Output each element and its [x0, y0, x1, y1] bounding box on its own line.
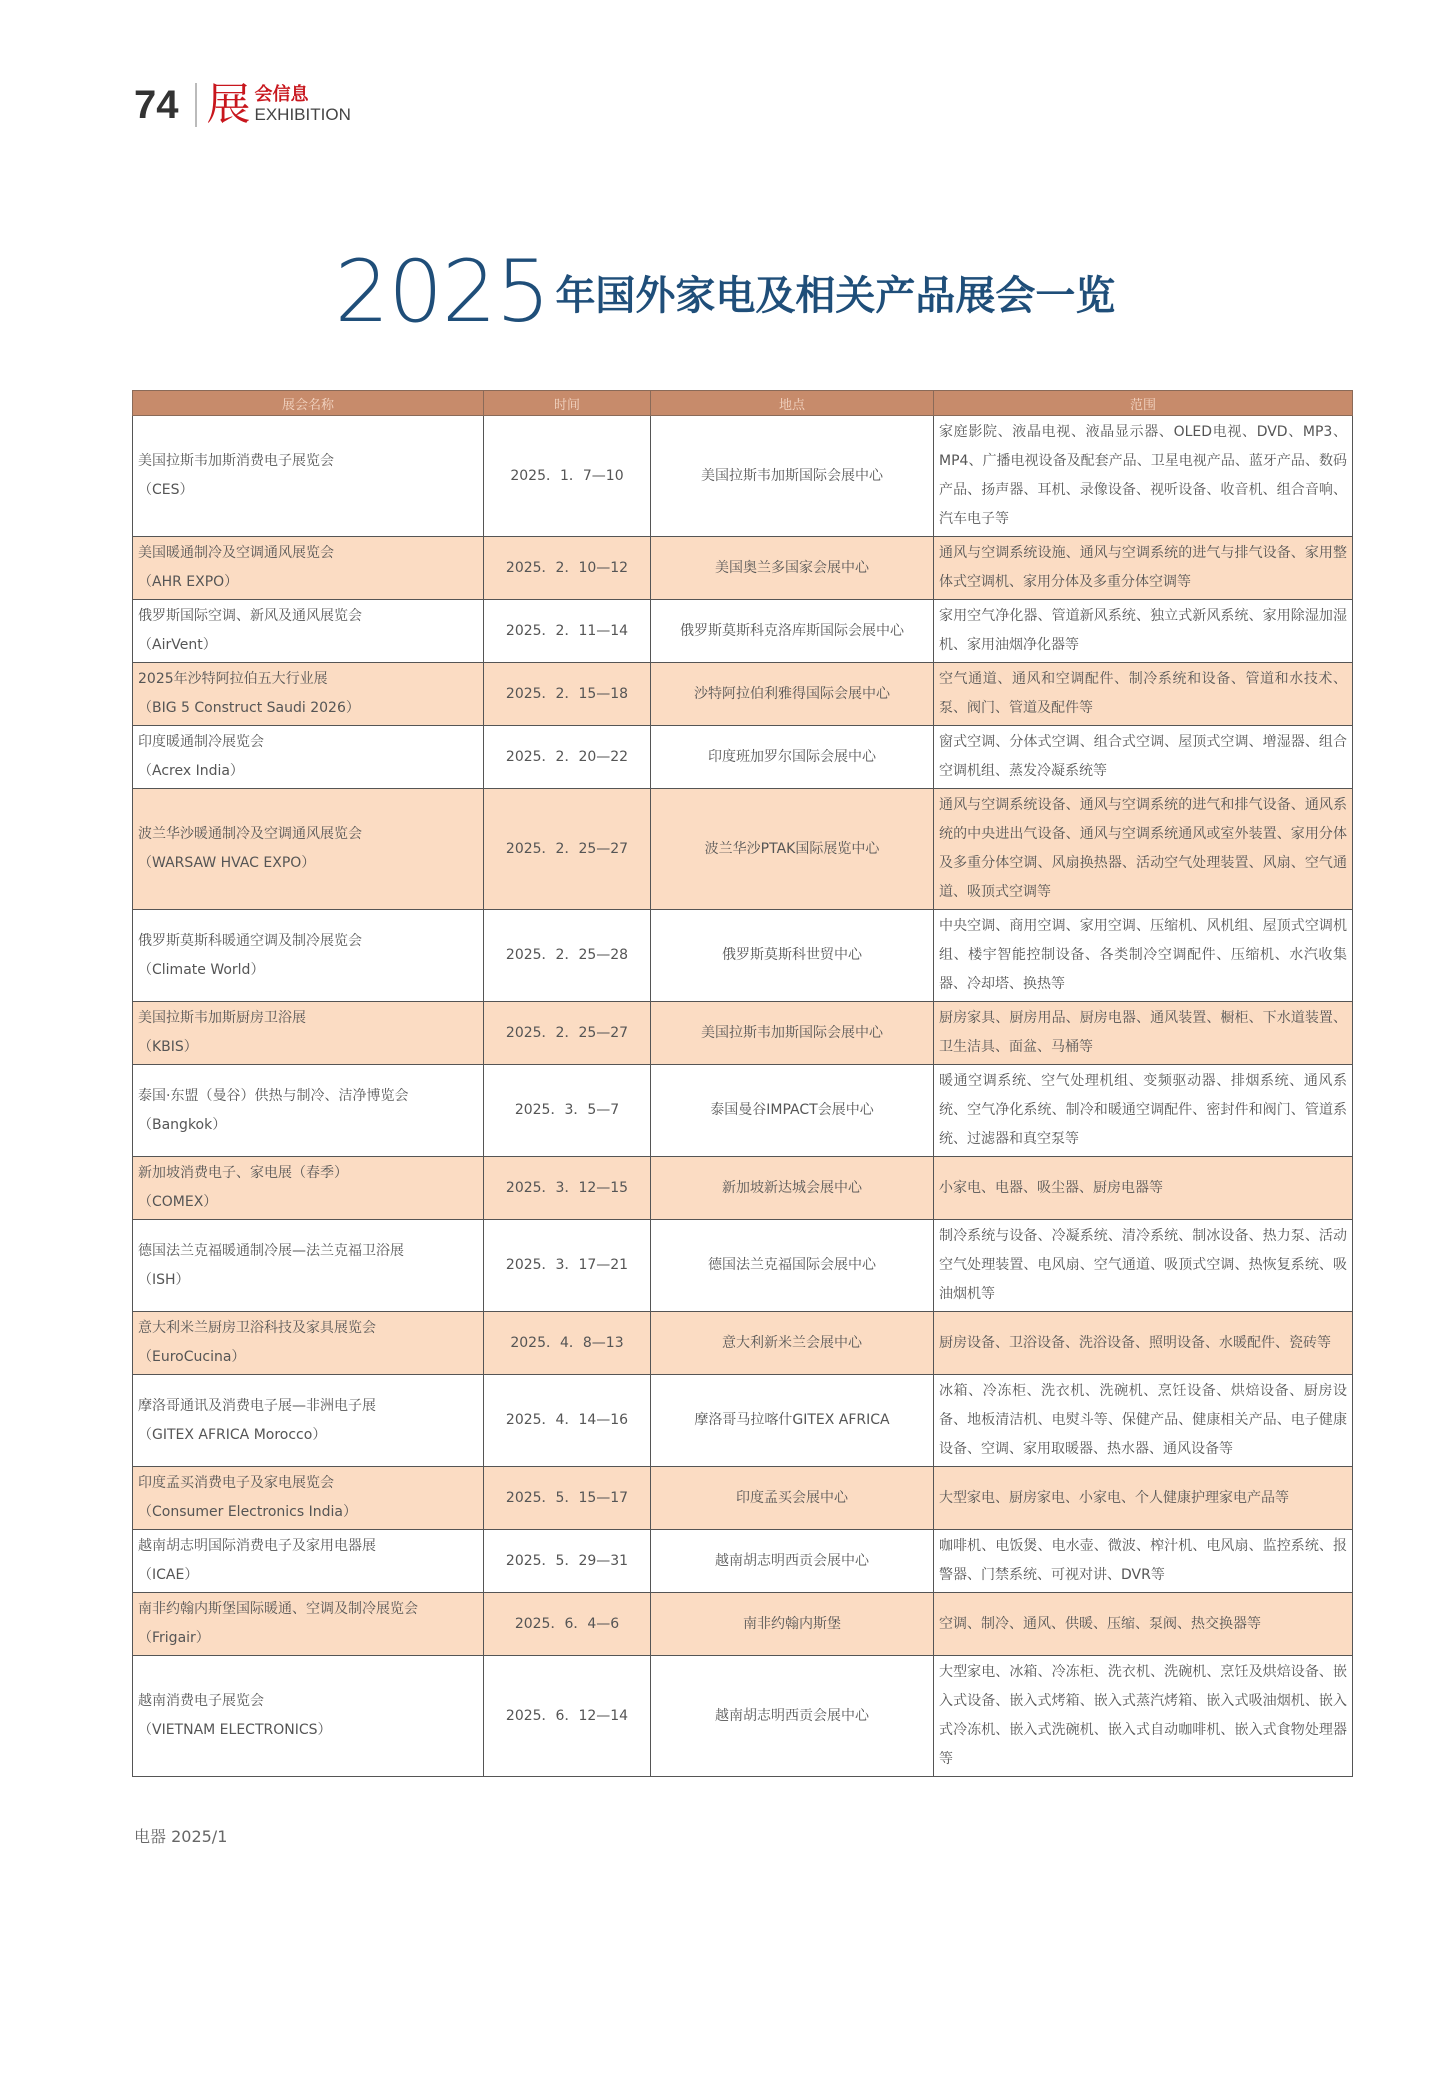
cell-time: 2025．2．10—12: [484, 537, 651, 600]
cell-time: 2025．5．29—31: [484, 1530, 651, 1593]
exhibition-name: 泰国·东盟（曼谷）供热与制冷、洁净博览会: [138, 1087, 409, 1104]
cell-exhibition-name: [133, 1065, 484, 1157]
exhibition-name: 俄罗斯莫斯科暖通空调及制冷展览会: [138, 932, 362, 949]
cell-range: 空调、制冷、通风、供暖、压缩、泵阀、热交换器等: [934, 1593, 1353, 1656]
cell-range: 大型家电、厨房家电、小家电、个人健康护理家电产品等: [934, 1467, 1353, 1530]
cell-range: 制冷系统与设备、冷凝系统、清冷系统、制冰设备、热力泵、活动空气处理装置、电风扇、空气通道、吸顶式空调、热恢复系统、吸油烟机等: [934, 1220, 1353, 1312]
cell-time: 2025．2．11—14: [484, 600, 651, 663]
page-header: [134, 78, 351, 132]
exhibition-abbreviation: （Consumer Electronics India）: [138, 1504, 357, 1520]
table-row: [133, 1593, 1353, 1656]
column-header-time: 时间: [484, 391, 651, 416]
table-row: [133, 1002, 1353, 1065]
cell-range: 暖通空调系统、空气处理机组、变频驱动器、排烟系统、通风系统、空气净化系统、制冷和暖通空调配件、密封件和阀门、管道系统、过滤器和真空泵等: [934, 1065, 1353, 1157]
exhibition-name: 越南胡志明国际消费电子及家用电器展: [138, 1538, 376, 1554]
cell-venue: 俄罗斯莫斯科世贸中心: [651, 910, 934, 1002]
column-header-name: 展会名称: [133, 391, 484, 416]
cell-venue: 德国法兰克福国际会展中心: [651, 1220, 934, 1312]
page-footer: 电器 2025/1: [134, 1827, 228, 1846]
cell-time: 2025．2．25—27: [484, 789, 651, 910]
cell-venue: 波兰华沙PTAK国际展览中心: [651, 789, 934, 910]
exhibition-name: 摩洛哥通讯及消费电子展—非洲电子展: [138, 1397, 376, 1414]
exhibition-name: 波兰华沙暖通制冷及空调通风展览会: [138, 826, 362, 842]
cell-time: 2025．5．15—17: [484, 1467, 651, 1530]
table-row: [133, 600, 1353, 663]
table-row: [133, 1656, 1353, 1777]
table-row: [133, 726, 1353, 789]
cell-range: 厨房设备、卫浴设备、洗浴设备、照明设备、水暖配件、瓷砖等: [934, 1312, 1353, 1375]
cell-venue: 摩洛哥马拉喀什GITEX AFRICA: [651, 1375, 934, 1467]
exhibition-abbreviation: （AirVent）: [138, 637, 217, 653]
exhibition-name: 印度孟买消费电子及家电展览会: [138, 1475, 334, 1491]
table-row: [133, 1157, 1353, 1220]
cell-exhibition-name: [133, 1530, 484, 1593]
exhibition-name: 美国拉斯韦加斯消费电子展览会: [138, 453, 334, 469]
cell-exhibition-name: [133, 537, 484, 600]
table-row: [133, 1220, 1353, 1312]
cell-exhibition-name: [133, 416, 484, 537]
cell-time: 2025．2．25—27: [484, 1002, 651, 1065]
table-row: [133, 537, 1353, 600]
exhibition-abbreviation: （AHR EXPO）: [138, 574, 239, 590]
cell-time: 2025．4．8—13: [484, 1312, 651, 1375]
exhibition-name: 意大利米兰厨房卫浴科技及家具展览会: [138, 1320, 376, 1336]
cell-range: 咖啡机、电饭煲、电水壶、微波、榨汁机、电风扇、监控系统、报警器、门禁系统、可视对讲、DVR等: [934, 1530, 1353, 1593]
cell-exhibition-name: [133, 1375, 484, 1467]
table-row: [133, 1065, 1353, 1157]
column-header-venue: 地点: [651, 391, 934, 416]
page-title: [0, 242, 1450, 342]
cell-venue: 泰国曼谷IMPACT会展中心: [651, 1065, 934, 1157]
cell-venue: 印度孟买会展中心: [651, 1467, 934, 1530]
cell-venue: 美国奥兰多国家会展中心: [651, 537, 934, 600]
cell-exhibition-name: [133, 1312, 484, 1375]
table-row: [133, 789, 1353, 910]
cell-exhibition-name: [133, 1467, 484, 1530]
table-row: [133, 1312, 1353, 1375]
cell-venue: 印度班加罗尔国际会展中心: [651, 726, 934, 789]
exhibition-abbreviation: （COMEX）: [138, 1194, 218, 1210]
exhibition-abbreviation: （GITEX AFRICA Morocco）: [138, 1426, 327, 1443]
exhibition-name: 越南消费电子展览会: [138, 1693, 264, 1709]
cell-exhibition-name: [133, 1656, 484, 1777]
cell-time: 2025．3．5—7: [484, 1065, 651, 1157]
exhibition-abbreviation: （Frigair）: [138, 1630, 210, 1646]
cell-range: 家用空气净化器、管道新风系统、独立式新风系统、家用除湿加湿机、家用油烟净化器等: [934, 600, 1353, 663]
exhibition-abbreviation: （ISH）: [138, 1271, 190, 1288]
title-text: 年国外家电及相关产品展会一览: [555, 272, 1116, 319]
cell-range: 窗式空调、分体式空调、组合式空调、屋顶式空调、增湿器、组合空调机组、蒸发冷凝系统等: [934, 726, 1353, 789]
cell-time: 2025．3．17—21: [484, 1220, 651, 1312]
cell-time: 2025．4．14—16: [484, 1375, 651, 1467]
cell-venue: 沙特阿拉伯利雅得国际会展中心: [651, 663, 934, 726]
cell-time: 2025．6．4—6: [484, 1593, 651, 1656]
cell-time: 2025．3．12—15: [484, 1157, 651, 1220]
table-row: [133, 1467, 1353, 1530]
cell-range: 小家电、电器、吸尘器、厨房电器等: [934, 1157, 1353, 1220]
cell-exhibition-name: [133, 910, 484, 1002]
header-divider: [195, 83, 197, 127]
cell-range: 空气通道、通风和空调配件、制冷系统和设备、管道和水技术、泵、阀门、管道及配件等: [934, 663, 1353, 726]
page-number: 74: [134, 82, 179, 127]
cell-exhibition-name: [133, 1593, 484, 1656]
cell-range: 家庭影院、液晶电视、液晶显示器、OLED电视、DVD、MP3、MP4、广播电视设备及配套产品、卫星电视产品、蓝牙产品、数码产品、扬声器、耳机、录像设备、视听设备、收音机、组合音响、汽车电子等: [934, 416, 1353, 537]
section-logo-char: 展: [206, 79, 251, 130]
exhibition-name: 南非约翰内斯堡国际暖通、空调及制冷展览会: [138, 1601, 418, 1617]
cell-venue: 越南胡志明西贡会展中心: [651, 1656, 934, 1777]
cell-venue: 新加坡新达城会展中心: [651, 1157, 934, 1220]
cell-time: 2025．2．25—28: [484, 910, 651, 1002]
cell-exhibition-name: [133, 600, 484, 663]
cell-range: 大型家电、冰箱、冷冻柜、洗衣机、洗碗机、烹饪及烘焙设备、嵌入式设备、嵌入式烤箱、嵌入式蒸汽烤箱、嵌入式吸油烟机、嵌入式冷冻机、嵌入式洗碗机、嵌入式自动咖啡机、嵌入式食物处理器等: [934, 1656, 1353, 1777]
table-row: [133, 416, 1353, 537]
cell-exhibition-name: [133, 1002, 484, 1065]
exhibition-abbreviation: （BIG 5 Construct Saudi 2026）: [138, 700, 360, 716]
cell-time: 2025．6．12—14: [484, 1656, 651, 1777]
column-header-range: 范围: [934, 391, 1353, 416]
cell-venue: 美国拉斯韦加斯国际会展中心: [651, 1002, 934, 1065]
exhibition-name: 俄罗斯国际空调、新风及通风展览会: [138, 608, 362, 624]
table-body: [133, 416, 1353, 1777]
section-label-cn: 会信息: [254, 84, 309, 105]
cell-exhibition-name: [133, 789, 484, 910]
cell-venue: 美国拉斯韦加斯国际会展中心: [651, 416, 934, 537]
table-row: [133, 1375, 1353, 1467]
exhibition-name: 新加坡消费电子、家电展（春季）: [138, 1165, 348, 1181]
exhibition-abbreviation: （Acrex India）: [138, 763, 244, 779]
exhibition-name: 德国法兰克福暖通制冷展—法兰克福卫浴展: [138, 1242, 404, 1259]
exhibition-name: 2025年沙特阿拉伯五大行业展: [138, 671, 328, 687]
exhibition-abbreviation: （CES）: [138, 482, 194, 498]
exhibition-abbreviation: （KBIS）: [138, 1039, 198, 1055]
table-row: [133, 663, 1353, 726]
cell-venue: 南非约翰内斯堡: [651, 1593, 934, 1656]
cell-time: 2025．1．7—10: [484, 416, 651, 537]
cell-range: 通风与空调系统设备、通风与空调系统的进气和排气设备、通风系统的中央进出气设备、通风与空调系统通风或室外装置、家用分体及多重分体空调、风扇换热器、活动空气处理装置、风扇、空气通道、吸顶式空调等: [934, 789, 1353, 910]
table-row: [133, 910, 1353, 1002]
exhibition-abbreviation: （EuroCucina）: [138, 1349, 246, 1365]
section-label-en: EXHIBITION: [254, 105, 351, 124]
exhibition-abbreviation: （Climate World）: [138, 961, 265, 978]
table-row: [133, 1530, 1353, 1593]
cell-exhibition-name: [133, 726, 484, 789]
cell-exhibition-name: [133, 1220, 484, 1312]
exhibition-name: 印度暖通制冷展览会: [138, 734, 264, 750]
cell-exhibition-name: [133, 663, 484, 726]
cell-time: 2025．2．15—18: [484, 663, 651, 726]
cell-range: 冰箱、冷冻柜、洗衣机、洗碗机、烹饪设备、烘焙设备、厨房设备、地板清洁机、电熨斗等、保健产品、健康相关产品、电子健康设备、空调、家用取暖器、热水器、通风设备等: [934, 1375, 1353, 1467]
cell-venue: 意大利新米兰会展中心: [651, 1312, 934, 1375]
cell-range: 中央空调、商用空调、家用空调、压缩机、风机组、屋顶式空调机组、楼宇智能控制设备、各类制冷空调配件、压缩机、水汽收集器、冷却塔、换热等: [934, 910, 1353, 1002]
exhibition-table: [132, 390, 1353, 1777]
exhibition-name: 美国暖通制冷及空调通风展览会: [138, 545, 334, 561]
title-year: 2025: [334, 242, 550, 342]
exhibition-abbreviation: （VIETNAM ELECTRONICS）: [138, 1722, 332, 1738]
exhibition-name: 美国拉斯韦加斯厨房卫浴展: [138, 1010, 306, 1026]
table-header-row: [133, 391, 1353, 416]
cell-time: 2025．2．20—22: [484, 726, 651, 789]
section-label: [255, 85, 351, 125]
cell-range: 厨房家具、厨房用品、厨房电器、通风装置、橱柜、下水道装置、卫生洁具、面盆、马桶等: [934, 1002, 1353, 1065]
exhibition-abbreviation: （Bangkok）: [138, 1116, 227, 1133]
cell-venue: 越南胡志明西贡会展中心: [651, 1530, 934, 1593]
exhibition-abbreviation: （ICAE）: [138, 1567, 199, 1583]
cell-exhibition-name: [133, 1157, 484, 1220]
exhibition-abbreviation: （WARSAW HVAC EXPO）: [138, 855, 316, 871]
cell-range: 通风与空调系统设施、通风与空调系统的进气与排气设备、家用整体式空调机、家用分体及多重分体空调等: [934, 537, 1353, 600]
cell-venue: 俄罗斯莫斯科克洛库斯国际会展中心: [651, 600, 934, 663]
